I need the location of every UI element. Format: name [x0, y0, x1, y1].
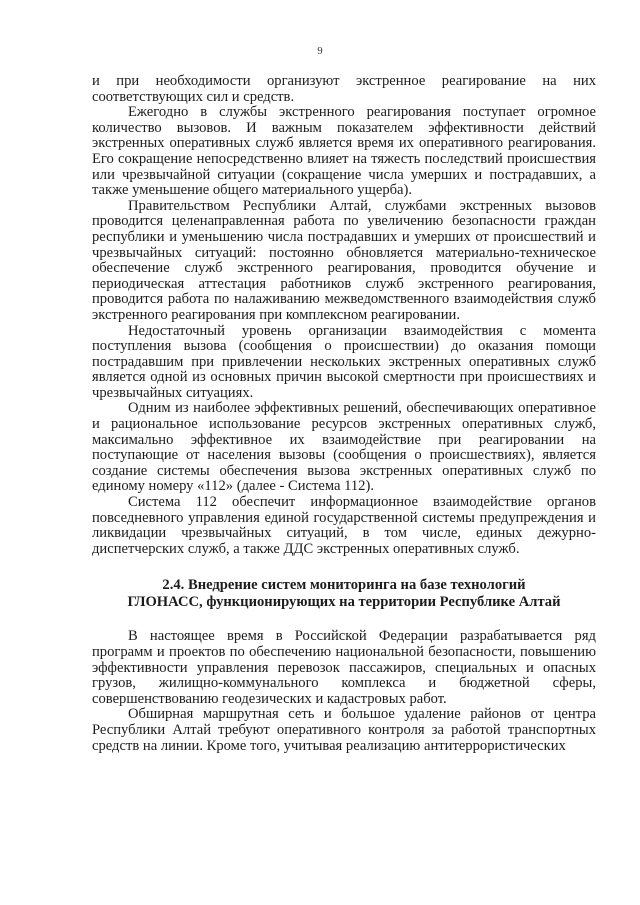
section-heading-line-1: 2.4. Внедрение систем мониторинга на базе технологий	[162, 577, 526, 594]
paragraph-effective-solution: Одним из наиболее эффективных решений, обеспечивающих оперативное и рациональное использование ресурсов экстренных оперативных служб, максимально эффективное их взаимодействие при реагировании на поступающие от населения вызовы (сообщения о происшествиях), является создание системы обеспечения вызова экстренных оперативных служб по единому номеру «112» (далее - Система 112).	[92, 400, 596, 495]
section-heading-line-2: ГЛОНАСС, функционирующих на территории Республике Алтай	[127, 593, 561, 610]
page-content	[92, 74, 596, 754]
paragraph-government-work: Правительством Республики Алтай, службами экстренных вызовов проводится целенаправленная работа по увеличению безопасности граждан республики и уменьшению числа пострадавших и умерших от происшествий и чрезвычайных ситуаций: постоянно обновляется материально-техническое обеспечение служб экстренного реагирования, проводится обучение и периодическая аттестация работников служб экстренного реагирования, проводится работа по налаживанию межведомственного взаимодействия служб экстренного реагирования при комплексном реагировании.	[92, 197, 596, 323]
paragraph-system-112: Система 112 обеспечит информационное взаимодействие органов повседневного управления единой государственной системы предупреждения и ликвидации чрезвычайных ситуаций, в том числе, единых дежурно-диспетчерских служб, а также ДДС экстренных оперативных служб.	[92, 494, 596, 557]
paragraph-continuation: и при необходимости организуют экстренное реагирование на них соответствующих сил и средств.	[92, 73, 596, 105]
paragraph-national-programs: В настоящее время в Российской Федерации разрабатывается ряд программ и проектов по обеспечению национальной безопасности, повышению эффективности управления перевозок пассажиров, специальных и опасных грузов, жилищно-коммунального комплекса и бюджетной сферы, совершенствованию геодезических и кадастровых работ.	[92, 628, 596, 707]
page-number: 9	[317, 46, 323, 57]
paragraph-route-network: Обширная маршрутная сеть и большое удаление районов от центра Республики Алтай требуют оперативного контроля за работой транспортных средств на линии. Кроме того, учитывая реализацию антитеррористических	[92, 706, 596, 754]
paragraph-coordination-level: Недостаточный уровень организации взаимодействия с момента поступления вызова (сообщения о происшествии) до оказания помощи пострадавшим при привлечении нескольких экстренных оперативных служб является одной из основных причин высокой смертности при происшествиях и чрезвычайных ситуациях.	[92, 322, 596, 401]
section-heading	[92, 577, 596, 610]
paragraph-call-volume: Ежегодно в службы экстренного реагирования поступает огромное количество вызовов. И важным показателем эффективности действий экстренных оперативных служб является время их оперативного реагирования. Его сокращение непосредственно влияет на тяжесть последствий происшествия или чрезвычайной ситуации (сокращение числа умерших и пострадавших, а также уменьшение общего материального ущерба).	[92, 104, 596, 199]
